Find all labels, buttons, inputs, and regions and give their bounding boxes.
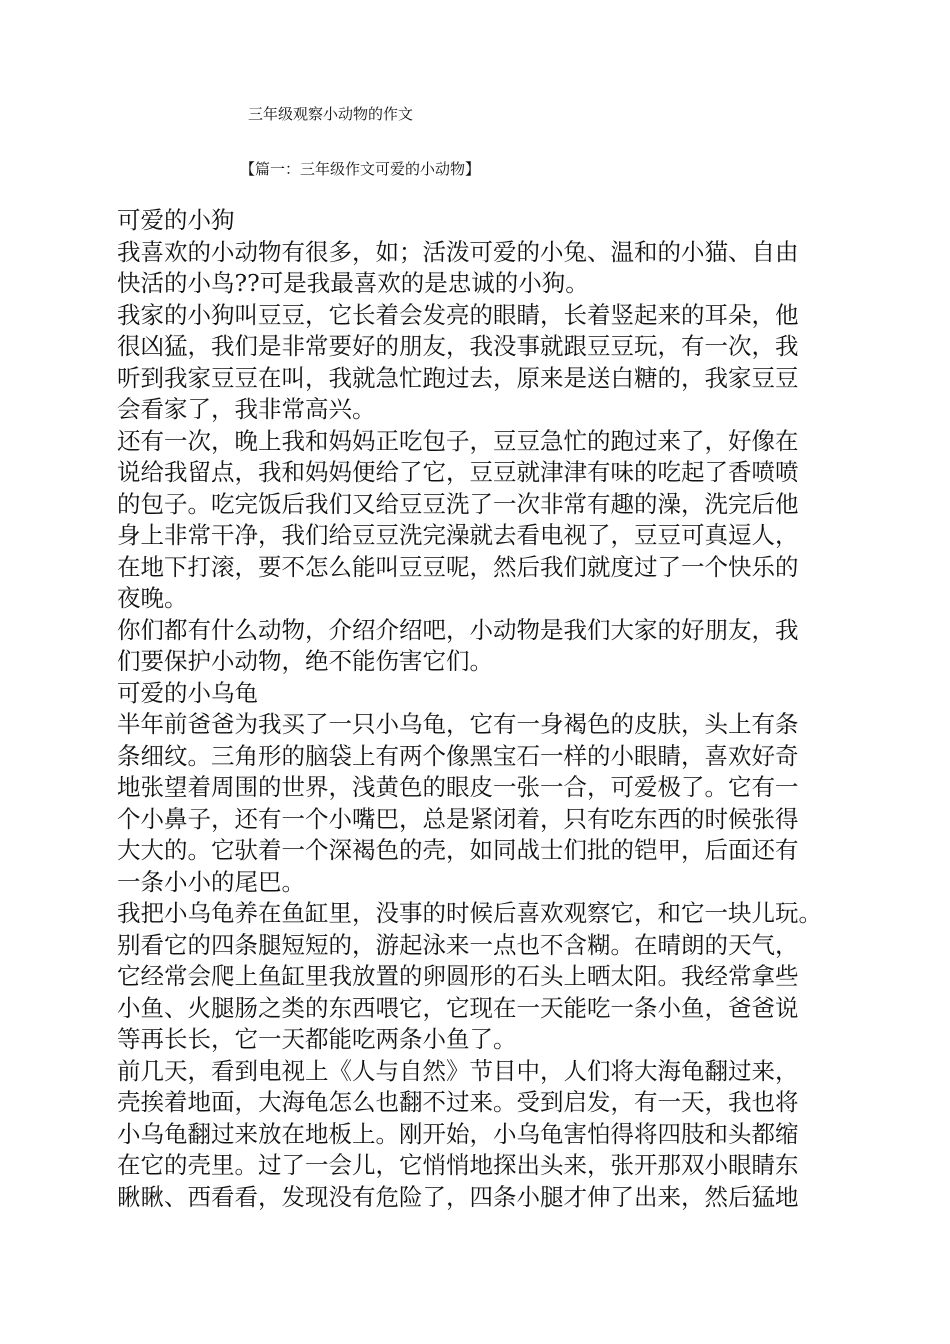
section-heading: 【篇一：三年级作文可爱的小动物】 <box>240 160 481 178</box>
text-line: 在地下打滚，要不怎么能叫豆豆呢，然后我们就度过了一个快乐的 <box>117 552 799 581</box>
essay-body <box>117 205 837 1213</box>
text-line: 前几天，看到电视上《人与自然》节目中，人们将大海龟翻过来， <box>117 1056 799 1085</box>
text-line: 们要保护小动物，绝不能伤害它们。 <box>117 647 493 675</box>
text-line: 小乌龟翻过来放在地板上。刚开始，小乌龟害怕得将四肢和头都缩 <box>117 1119 799 1148</box>
text-line: 还有一次，晚上我和妈妈正吃包子，豆豆急忙的跑过来了，好像在 <box>117 426 799 455</box>
text-line: 听到我家豆豆在叫，我就急忙跑过去，原来是送白糖的，我家豆豆 <box>117 363 799 392</box>
text-line: 别看它的四条腿短短的，游起泳来一点也不含糊。在晴朗的天气， <box>117 930 799 959</box>
text-line: 瞅瞅、西看看，发现没有危险了，四条小腿才伸了出来，然后猛地 <box>117 1182 799 1211</box>
text-line: 可爱的小乌龟 <box>117 678 258 707</box>
text-line: 夜晚。 <box>117 584 188 612</box>
text-line: 的包子。吃完饭后我们又给豆豆洗了一次非常有趣的澡，洗完后他 <box>117 489 799 518</box>
text-line: 大大的。它驮着一个深褐色的壳，如同战士们批的铠甲，后面还有 <box>117 836 799 864</box>
text-line: 可爱的小狗 <box>117 206 235 234</box>
text-line: 很凶猛，我们是非常要好的朋友，我没事就跟豆豆玩，有一次，我 <box>117 332 799 360</box>
text-line: 快活的小鸟??可是我最喜欢的是忠诚的小狗。 <box>117 269 589 297</box>
text-line: 我家的小狗叫豆豆，它长着会发亮的眼睛，长着竖起来的耳朵，他 <box>117 300 799 329</box>
text-line: 地张望着周围的世界，浅黄色的眼皮一张一合，可爱极了。它有一 <box>117 773 799 801</box>
text-line: 我喜欢的小动物有很多，如；活泼可爱的小兔、温和的小猫、自由 <box>117 237 799 266</box>
text-line: 身上非常干净，我们给豆豆洗完澡就去看电视了，豆豆可真逗人， <box>117 521 799 549</box>
text-line: 条细纹。三角形的脑袋上有两个像黑宝石一样的小眼睛，喜欢好奇 <box>117 741 799 770</box>
text-line: 个小鼻子，还有一个小嘴巴，总是紧闭着，只有吃东西的时候张得 <box>117 804 799 833</box>
text-line: 会看家了，我非常高兴。 <box>117 395 376 423</box>
text-line: 壳挨着地面，大海龟怎么也翻不过来。受到启发，有一天，我也将 <box>117 1088 799 1116</box>
text-line: 一条小小的尾巴。 <box>117 867 305 896</box>
text-line: 它经常会爬上鱼缸里我放置的卵圆形的石头上晒太阳。我经常拿些 <box>117 962 799 990</box>
document-title: 三年级观察小动物的作文 <box>248 105 414 123</box>
text-line: 我把小乌龟养在鱼缸里，没事的时候后喜欢观察它，和它一块儿玩。 <box>117 899 822 927</box>
text-line: 在它的壳里。过了一会儿，它悄悄地探出头来，张开那双小眼睛东 <box>117 1151 799 1179</box>
text-line: 半年前爸爸为我买了一只小乌龟，它有一身褐色的皮肤，头上有条 <box>117 710 799 738</box>
text-line: 你们都有什么动物，介绍介绍吧，小动物是我们大家的好朋友，我 <box>117 615 799 644</box>
text-line: 说给我留点，我和妈妈便给了它，豆豆就津津有味的吃起了香喷喷 <box>117 458 799 486</box>
text-line: 等再长长，它一天都能吃两条小鱼了。 <box>117 1025 517 1053</box>
text-line: 小鱼、火腿肠之类的东西喂它，它现在一天能吃一条小鱼，爸爸说 <box>117 993 799 1022</box>
